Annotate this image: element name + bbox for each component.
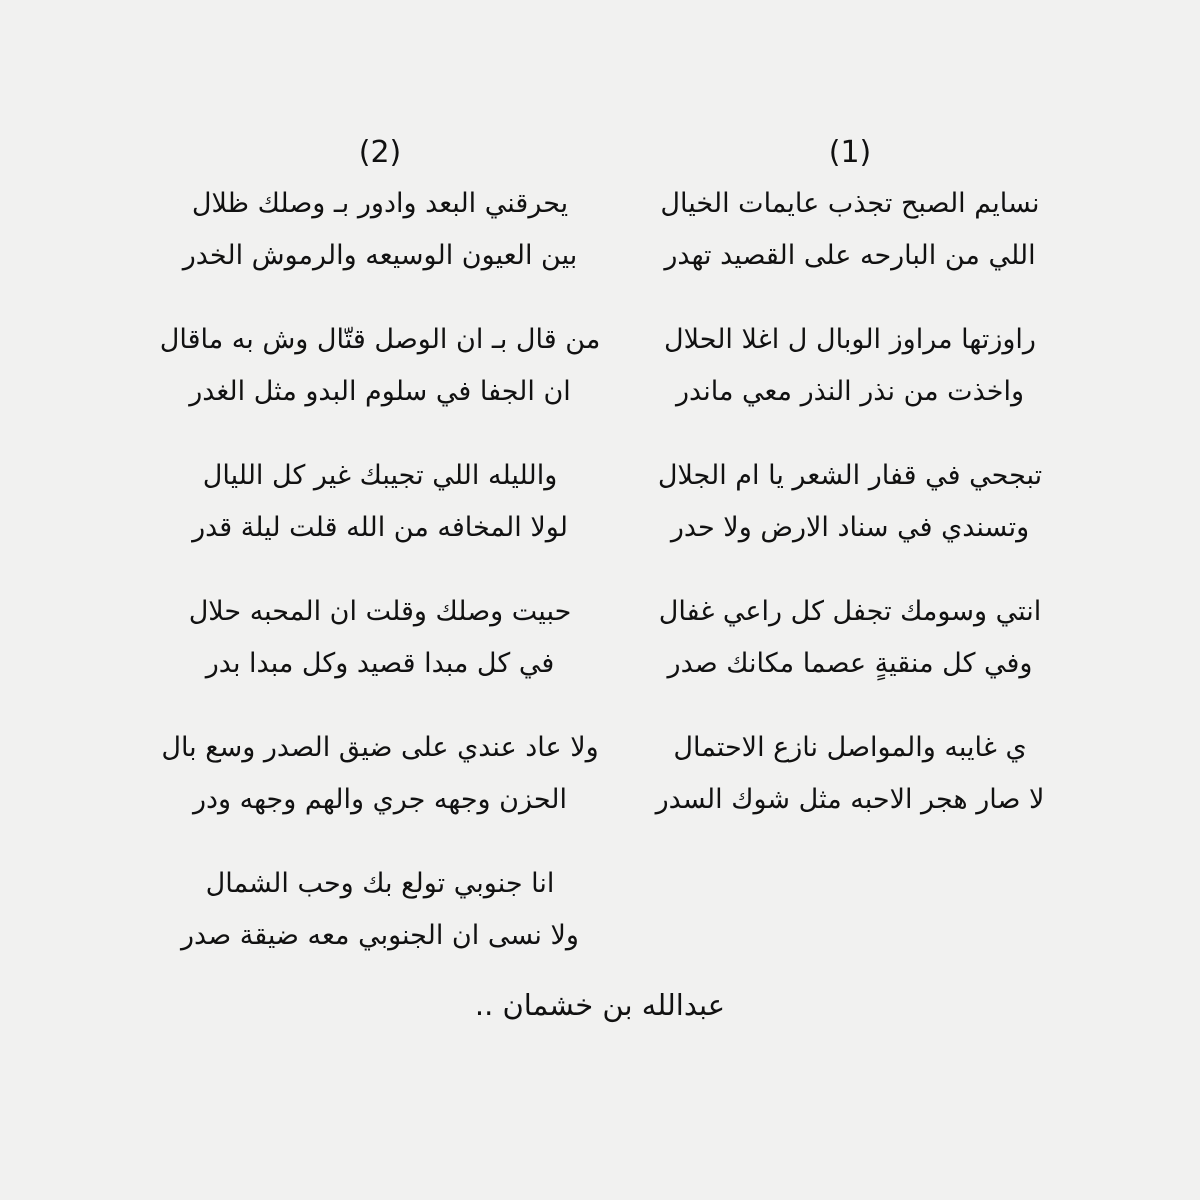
stanza bbox=[615, 586, 1085, 722]
stanza bbox=[145, 314, 615, 450]
verse-line: الحزن وجهه جري والهم وجهه ودر bbox=[192, 784, 568, 815]
verse-line: ان الجفا في سلوم البدو مثل الغدر bbox=[189, 376, 571, 407]
poet-signature: عبدالله بن خشمان .. bbox=[474, 988, 726, 1022]
verse-line: واخذت من نذر النذر معي ماندر bbox=[676, 376, 1024, 407]
verse-line: نسايم الصبح تجذب عايمات الخيال bbox=[660, 188, 1040, 219]
verse-line: بين العيون الوسيعه والرموش الخدر bbox=[182, 240, 578, 271]
verse-line: ي غايبه والمواصل نازع الاحتمال bbox=[673, 732, 1027, 763]
stanza bbox=[145, 722, 615, 858]
verse-line: يحرقني البعد وادور بـ وصلك ظلال bbox=[191, 188, 569, 219]
verse-line: انا جنوبي تولع بك وحب الشمال bbox=[205, 868, 555, 899]
stanza bbox=[145, 586, 615, 722]
stanza bbox=[145, 178, 615, 314]
verse-line: والليله اللي تجيبك غير كل الليال bbox=[202, 460, 558, 491]
stanza bbox=[615, 722, 1085, 858]
verse-line: اللي من البارحه على القصيد تهدر bbox=[664, 240, 1036, 271]
verse-line: لا صار هجر الاحبه مثل شوك السدر bbox=[655, 784, 1045, 815]
stanza bbox=[145, 450, 615, 586]
verse-line: ولا نسى ان الجنوبي معه ضيقة صدر bbox=[181, 920, 579, 951]
verse-line: تبجحي في قفار الشعر يا ام الجلال bbox=[657, 460, 1043, 491]
verse-line: راوزتها مراوز الوبال ل اغلا الحلال bbox=[664, 324, 1036, 355]
stanza bbox=[615, 178, 1085, 314]
verse-line: وفي كل منقيةٍ عصما مكانك صدر bbox=[667, 648, 1033, 679]
verse-line: انتي وسومك تجفل كل راعي غفال bbox=[658, 596, 1042, 627]
verse-line: في كل مبدا قصيد وكل مبدا بدر bbox=[205, 648, 555, 679]
verse-line: ولا عاد عندي على ضيق الصدر وسع بال bbox=[161, 732, 599, 763]
column-heading: (2) bbox=[358, 135, 402, 170]
verse-line: وتسندي في سناد الارض ولا حدر bbox=[670, 512, 1030, 543]
column-heading: (1) bbox=[828, 135, 872, 170]
verse-line: حبيت وصلك وقلت ان المحبه حلال bbox=[188, 596, 572, 627]
poem-column-2 bbox=[145, 132, 615, 994]
verse-line: من قال بـ ان الوصل قتّال وش به ماقال bbox=[159, 324, 601, 355]
stanza bbox=[145, 858, 615, 994]
stanza bbox=[615, 314, 1085, 450]
stanza bbox=[615, 450, 1085, 586]
poem-column-1 bbox=[615, 132, 1085, 858]
verse-line: لولا المخافه من الله قلت ليلة قدر bbox=[192, 512, 568, 543]
